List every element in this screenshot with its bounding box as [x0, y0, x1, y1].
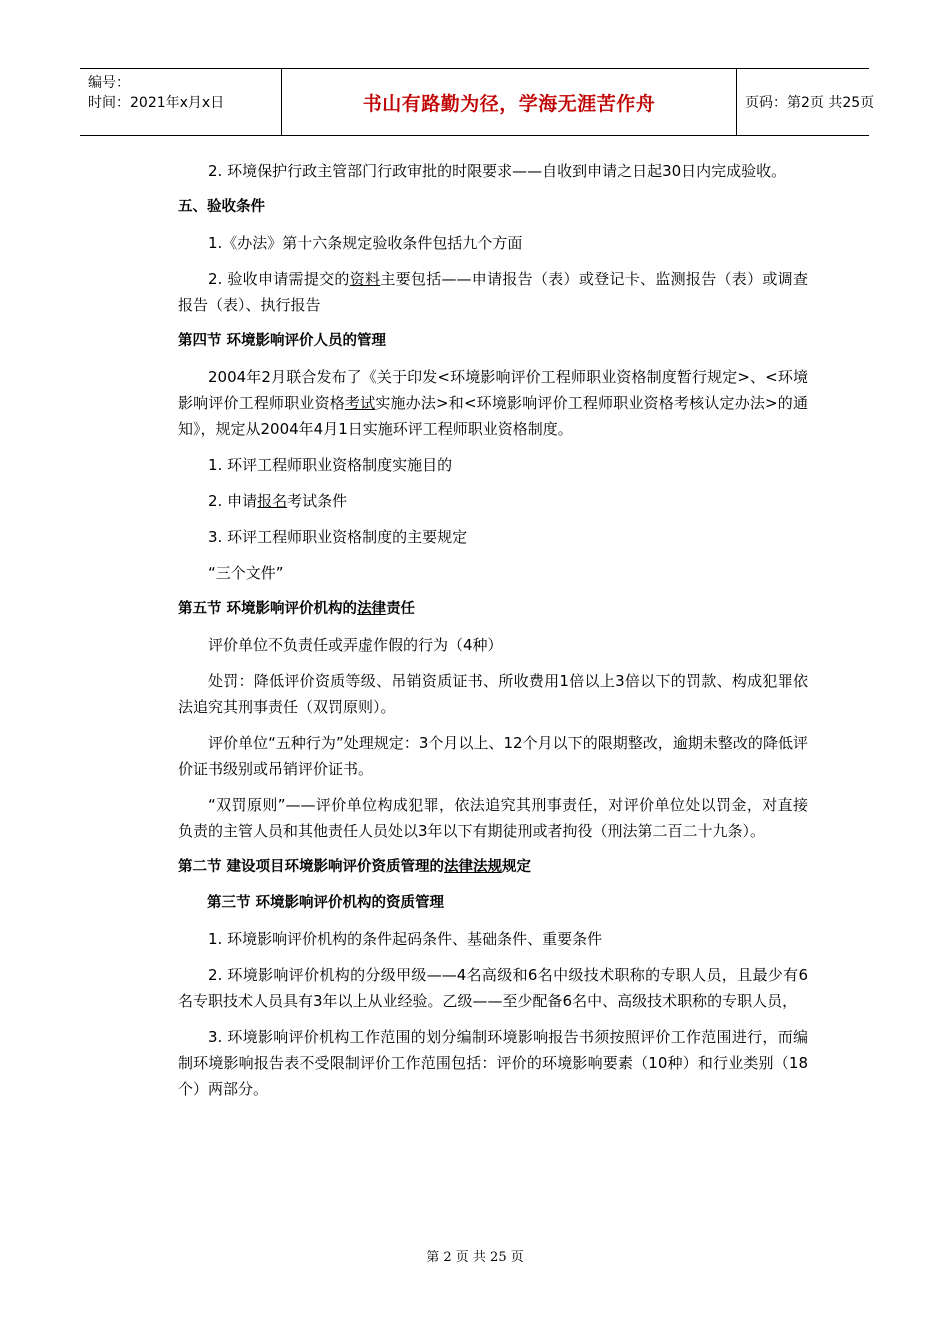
paragraph: 评价单位不负责任或弄虚作假的行为（4种） [208, 636, 503, 654]
paragraph: “三个文件” [208, 564, 284, 582]
section-heading: 五、验收条件 [178, 199, 265, 215]
header-motto: 书山有路勤为径，学海无涯苦作舟 [362, 92, 656, 115]
header-page-info: 页码：第2页 共25页 [745, 95, 875, 111]
section-heading [178, 596, 808, 622]
page-header [80, 68, 875, 136]
paragraph [178, 488, 808, 514]
text-run: 考试条件 [287, 492, 348, 510]
paragraph: “双罚原则”——评价单位构成犯罪，依法追究其刑事责任，对评价单位处以罚金，对直接负责的主管人员和其他责任人员处以3年以下有期徒刑或者拘役（刑法第二百二十九条）。 [178, 796, 808, 840]
document-date: 时间：2021年x月x日 [88, 95, 225, 111]
text-run: 责任 [386, 601, 416, 617]
link-text[interactable]: 考试 [344, 394, 376, 412]
text-run: 2. 申请 [208, 492, 258, 510]
paragraph: 1.《办法》第十六条规定验收条件包括九个方面 [208, 234, 523, 252]
subsection-heading: 第三节 环境影响评价机构的资质管理 [207, 895, 445, 911]
text-run: 第二节 建设项目环境影响评价资质管理的 [178, 859, 445, 875]
text-run: 2004年2月联合发布了《关于印发<环境影响评价工程师职业资格制度暂行规定>、<环境影响评价工程师职业资格 [178, 368, 808, 412]
text-run: 第五节 环境影响评价机构的 [178, 601, 358, 617]
text-run: 实施办法>和<环境影响评价工程师职业资格考核认定办法>的通知》，规定从2004年4月1日实施环评工程师职业资格制度。 [178, 394, 808, 438]
paragraph: 3. 环评工程师职业资格制度的主要规定 [208, 528, 468, 546]
paragraph: 评价单位“五种行为”处理规定：3个月以上、12个月以下的限期整改，逾期未整改的降低评价证书级别或吊销评价证书。 [178, 734, 808, 778]
paragraph [178, 364, 808, 442]
page-footer: 第 2 页 共 25 页 [426, 1250, 524, 1265]
header-motto-cell [281, 69, 737, 135]
link-text[interactable]: 法律法规 [444, 859, 503, 875]
paragraph: 2. 环境影响评价机构的分级甲级——4名高级和6名中级技术职称的专职人员，且最少有6名专职技术人员具有3年以上从业经验。乙级——至少配备6名中、高级技术职称的专职人员， [178, 966, 808, 1010]
paragraph: 处罚：降低评价资质等级、吊销资质证书、所收费用1倍以上3倍以下的罚款、构成犯罪依法追究其刑事责任（双罚原则）。 [178, 672, 808, 716]
document-body [178, 158, 808, 1112]
section-heading: 第四节 环境影响评价人员的管理 [178, 333, 387, 349]
paragraph: 3. 环境影响评价机构工作范围的划分编制环境影响报告书须按照评价工作范围进行，而编制环境影响报告表不受限制评价工作范围包括：评价的环境影响要素（10种）和行业类别（18个）两部分。 [178, 1028, 808, 1098]
paragraph: 1. 环境影响评价机构的条件起码条件、基础条件、重要条件 [208, 930, 603, 948]
text-run: 规定 [502, 859, 532, 875]
document-number-label: 编号： [88, 75, 130, 91]
header-meta [80, 69, 281, 135]
link-text[interactable]: 资料 [349, 270, 381, 288]
link-text[interactable]: 法律 [357, 601, 387, 617]
link-text[interactable]: 报名 [257, 492, 288, 510]
text-run: 主要包括——申请报告（表）或登记卡、监测报告（表）或调查报告（表）、执行报告 [178, 270, 808, 314]
paragraph: 2. 环境保护行政主管部门行政审批的时限要求——自收到申请之日起30日内完成验收。 [208, 162, 787, 180]
section-heading [178, 854, 808, 880]
paragraph: 1. 环评工程师职业资格制度实施目的 [208, 456, 453, 474]
text-run: 2. 验收申请需提交的 [208, 270, 350, 288]
paragraph [178, 266, 808, 318]
